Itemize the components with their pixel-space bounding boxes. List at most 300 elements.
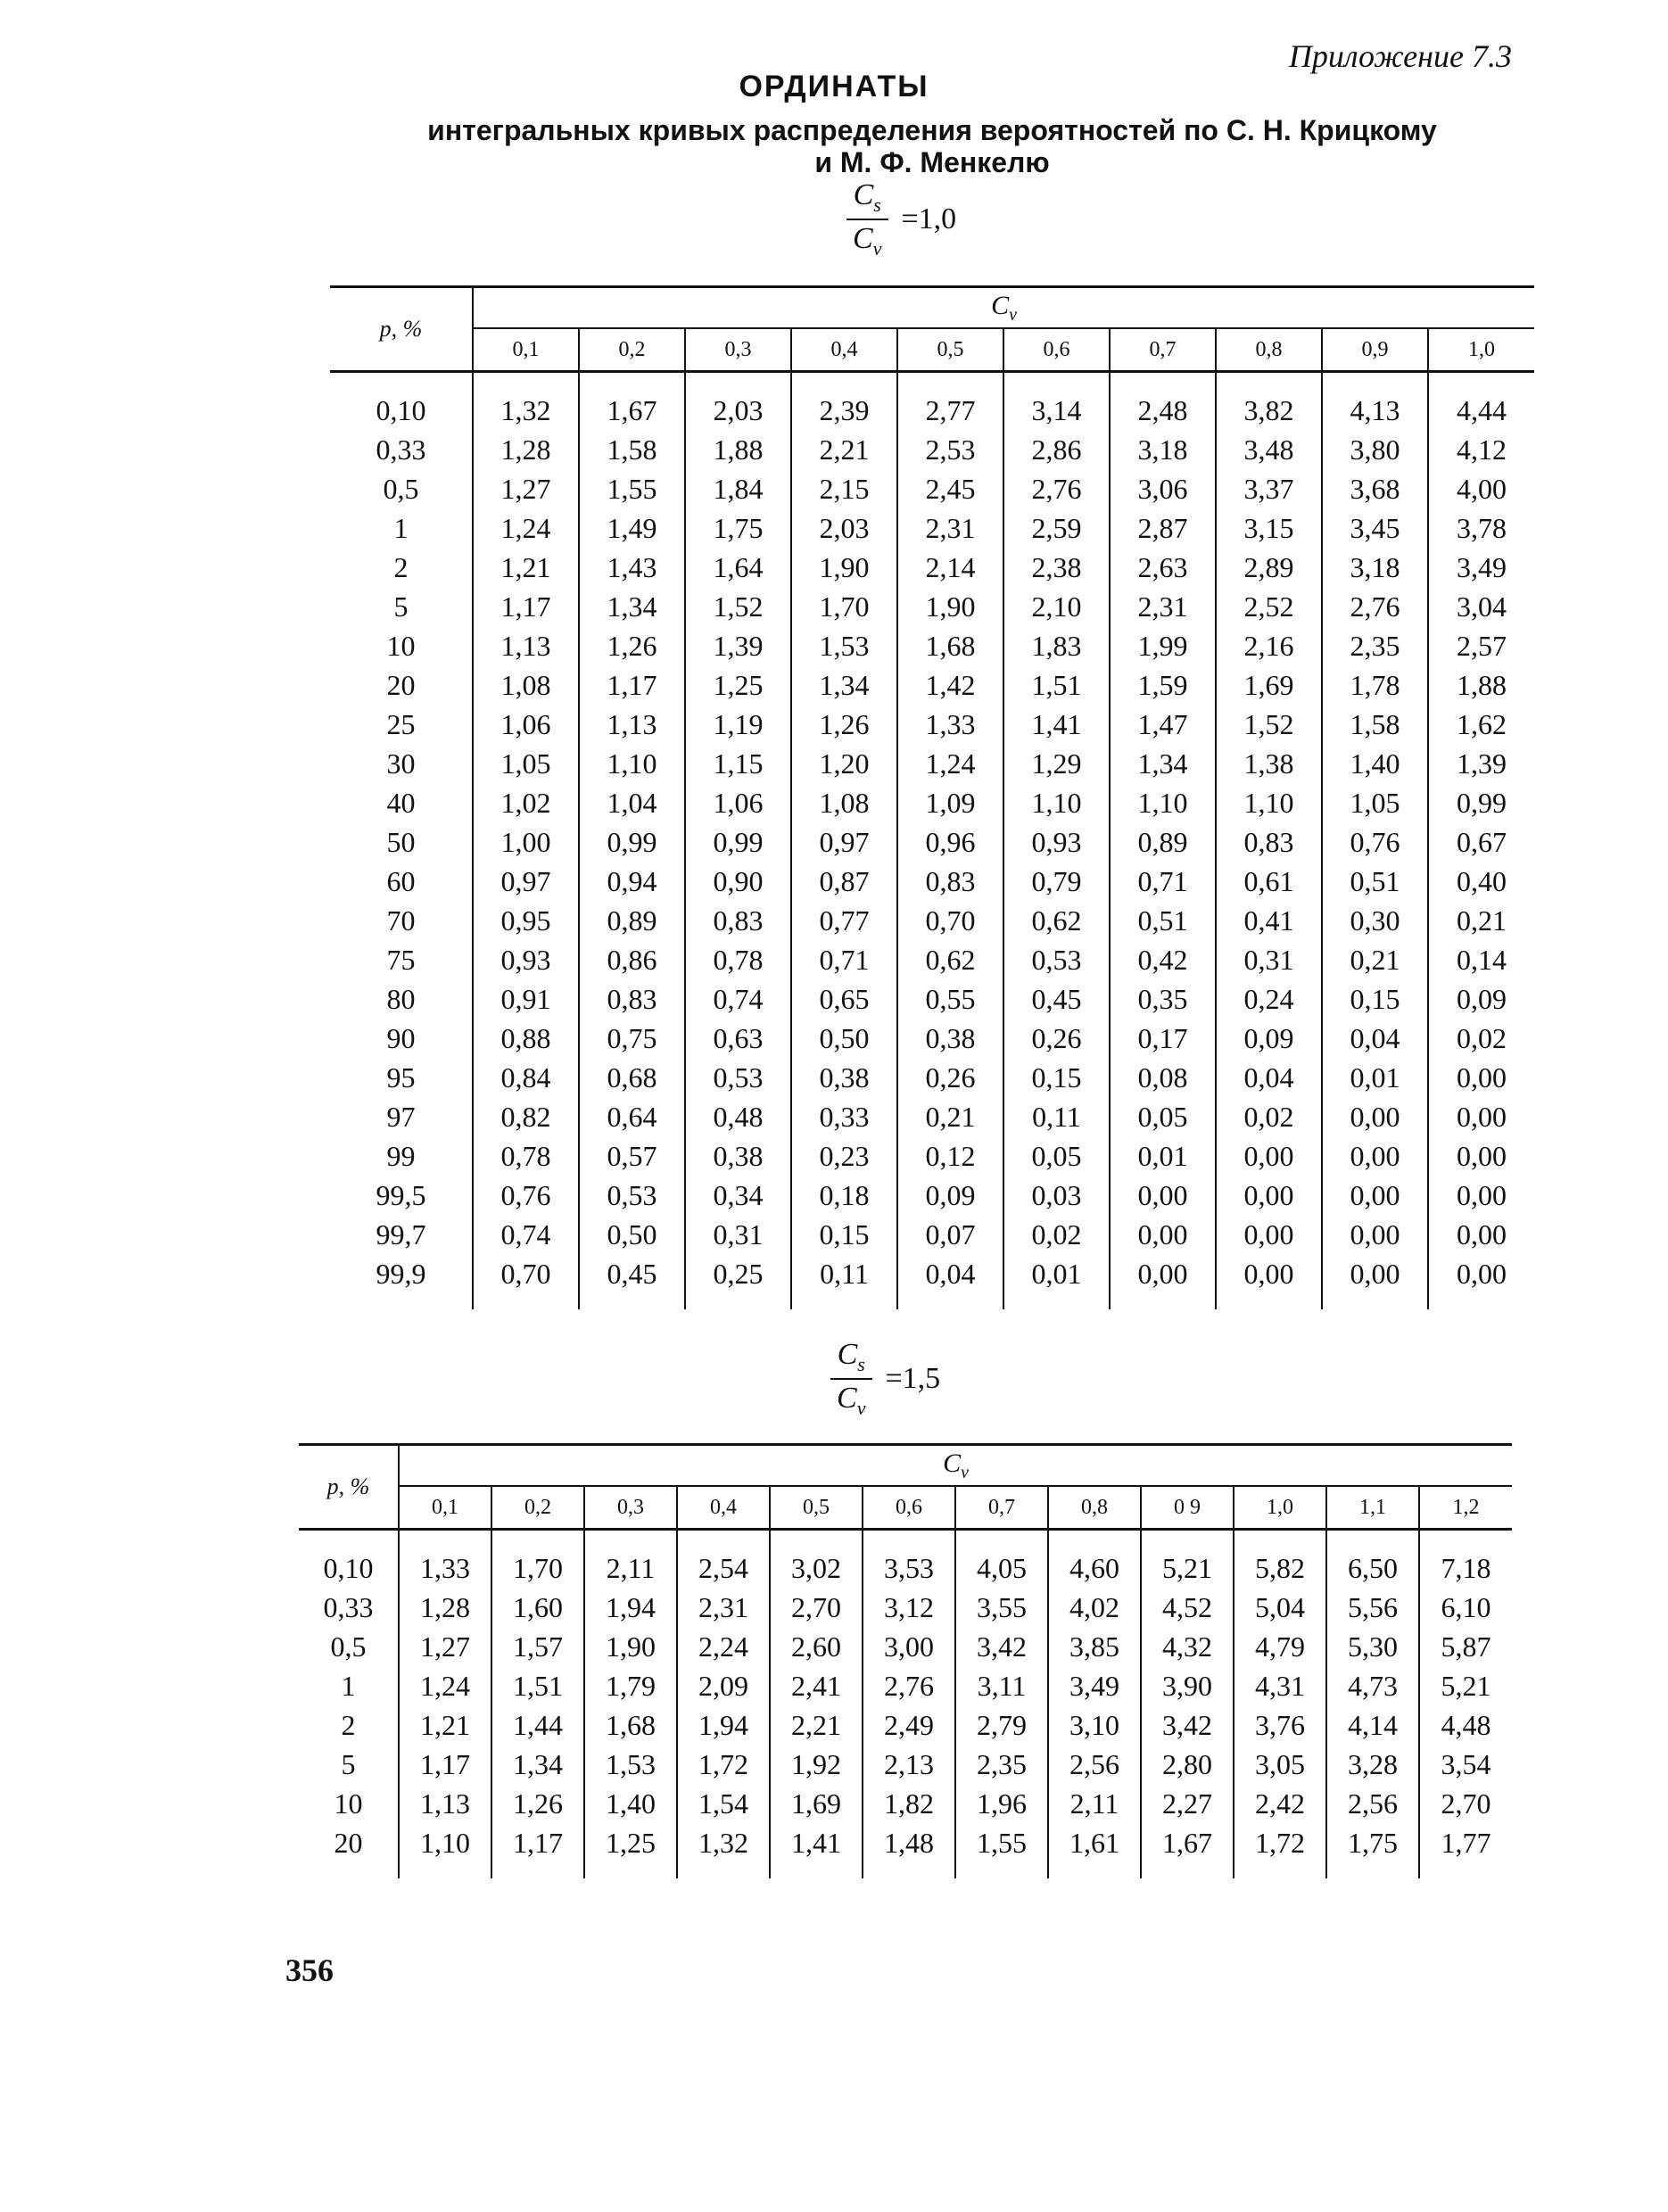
ordinate-cell: 0,50 (791, 1019, 897, 1058)
p-value-cell: 10 (334, 1787, 363, 1820)
ordinate-cell: 1,05 (473, 744, 579, 783)
ordinate-cell: 5,04 (1234, 1588, 1326, 1627)
cv-column-header: 0,1 (473, 328, 579, 372)
ordinate-cell: 4,05 (955, 1530, 1048, 1589)
table-row (299, 1784, 1512, 1823)
ordinate-cell: 1,53 (584, 1745, 677, 1784)
ordinate-cell: 6,50 (1326, 1530, 1419, 1589)
ordinate-cell: 0,62 (1003, 901, 1110, 940)
ordinate-cell: 1,67 (1141, 1823, 1234, 1878)
table-row (330, 1176, 1534, 1215)
ordinate-cell: 0,55 (897, 979, 1003, 1019)
ordinate-cell: 0,41 (1216, 901, 1322, 940)
ordinate-cell: 0,02 (1003, 1215, 1110, 1254)
ordinate-cell: 0,63 (685, 1019, 791, 1058)
table-row (330, 862, 1534, 901)
p-value-cell: 30 (386, 747, 416, 780)
ordinate-cell: 2,86 (1003, 430, 1110, 469)
ordinate-cell: 3,49 (1048, 1666, 1141, 1705)
p-value-cell: 99,9 (376, 1258, 426, 1290)
ordinate-cell: 3,18 (1322, 548, 1428, 587)
ordinate-cell: 1,72 (1234, 1823, 1326, 1878)
ordinate-cell: 0,00 (1110, 1215, 1216, 1254)
subtitle-line-1: интегральных кривых распределения вероятностей по С. Н. Крицкому (427, 114, 1437, 146)
ratio-formula-1 (846, 178, 956, 260)
ordinate-cell: 2,70 (770, 1588, 863, 1627)
ordinate-cell: 0,31 (685, 1215, 791, 1254)
ordinate-cell: 0,12 (897, 1136, 1003, 1176)
cv-column-header: 0,6 (1003, 328, 1110, 372)
cv-column-header: 0,7 (955, 1486, 1048, 1530)
p-value-cell: 5 (341, 1748, 356, 1780)
ordinate-cell: 0,75 (579, 1019, 685, 1058)
ordinate-cell: 1,77 (1419, 1823, 1512, 1878)
ordinate-cell: 4,52 (1141, 1588, 1234, 1627)
ordinate-cell: 1,78 (1322, 665, 1428, 705)
p-value-cell: 0,5 (330, 1630, 367, 1663)
ordinate-cell: 1,68 (897, 626, 1003, 665)
p-value-cell: 2 (393, 551, 409, 583)
ordinate-cell: 0,04 (897, 1254, 1003, 1309)
table-row (330, 1019, 1534, 1058)
p-value-cell: 25 (386, 708, 416, 740)
ordinate-cell: 0,61 (1216, 862, 1322, 901)
ordinate-cell: 0,03 (1003, 1176, 1110, 1215)
ordinate-cell: 2,80 (1141, 1745, 1234, 1784)
ordinate-cell: 2,39 (791, 372, 897, 431)
ordinate-cell: 0,95 (473, 901, 579, 940)
table-body (299, 1530, 1512, 1879)
ordinate-cell: 1,82 (863, 1784, 955, 1823)
ordinate-cell: 0,01 (1322, 1058, 1428, 1097)
ordinate-cell: 0,88 (473, 1019, 579, 1058)
ordinate-cell: 1,58 (579, 430, 685, 469)
ordinate-cell: 0,09 (897, 1176, 1003, 1215)
ordinate-cell: 0,99 (685, 822, 791, 862)
ordinate-cell: 2,42 (1234, 1784, 1326, 1823)
p-value-cell: 75 (386, 944, 416, 976)
ordinate-cell: 0,96 (897, 822, 1003, 862)
ordinate-cell: 3,85 (1048, 1627, 1141, 1666)
ordinate-cell: 0,09 (1216, 1019, 1322, 1058)
ordinate-cell: 0,86 (579, 940, 685, 979)
ordinate-cell: 0,26 (1003, 1019, 1110, 1058)
cv-column-header: 0,9 (1322, 328, 1428, 372)
ordinate-cell: 1,47 (1110, 705, 1216, 744)
table-row (330, 1136, 1534, 1176)
ordinate-cell: 1,39 (1428, 744, 1534, 783)
ordinate-cell: 0,48 (685, 1097, 791, 1136)
ordinate-cell: 1,20 (791, 744, 897, 783)
ordinate-cell: 0,00 (1322, 1097, 1428, 1136)
p-value-cell: 1 (393, 512, 409, 544)
ordinate-cell: 0,67 (1428, 822, 1534, 862)
ordinate-cell: 0,02 (1216, 1097, 1322, 1136)
table-row (330, 1254, 1534, 1309)
ordinate-cell: 1,02 (473, 783, 579, 822)
ordinate-cell: 0,31 (1216, 940, 1322, 979)
p-value-cell: 20 (386, 669, 416, 701)
ordinate-cell: 1,69 (770, 1784, 863, 1823)
ordinate-cell: 1,64 (685, 548, 791, 587)
ordinate-cell: 2,14 (897, 548, 1003, 587)
ordinate-cell: 3,82 (1216, 372, 1322, 431)
ordinate-cell: 1,15 (685, 744, 791, 783)
p-value-cell: 80 (386, 983, 416, 1015)
ordinate-cell: 3,06 (1110, 469, 1216, 508)
ordinate-cell: 0,25 (685, 1254, 791, 1309)
ordinate-cell: 1,13 (579, 705, 685, 744)
ordinate-cell: 1,26 (579, 626, 685, 665)
ordinate-cell: 1,92 (770, 1745, 863, 1784)
cv-column-header: 1,0 (1234, 1486, 1326, 1530)
ordinate-cell: 0,53 (685, 1058, 791, 1097)
cv-column-header: 0 9 (1141, 1486, 1234, 1530)
ordinate-cell: 3,04 (1428, 587, 1534, 626)
ordinate-cell: 0,57 (579, 1136, 685, 1176)
table-row (330, 1058, 1534, 1097)
ordinate-cell: 1,49 (579, 508, 685, 548)
ordinate-cell: 2,57 (1428, 626, 1534, 665)
ordinate-cell: 5,30 (1326, 1627, 1419, 1666)
ordinate-cell: 5,21 (1419, 1666, 1512, 1705)
ordinate-cell: 0,15 (1322, 979, 1428, 1019)
ordinate-cell: 4,44 (1428, 372, 1534, 431)
ordinate-cell: 1,34 (791, 665, 897, 705)
ordinate-cell: 0,00 (1110, 1176, 1216, 1215)
ordinate-cell: 5,87 (1419, 1627, 1512, 1666)
ordinate-cell: 0,00 (1110, 1254, 1216, 1309)
ordinate-cell: 1,43 (579, 548, 685, 587)
ordinate-cell: 1,06 (473, 705, 579, 744)
ordinate-cell: 3,18 (1110, 430, 1216, 469)
ordinate-cell: 1,32 (473, 372, 579, 431)
p-value-cell: 99,5 (376, 1179, 426, 1211)
ordinate-cell: 0,51 (1322, 862, 1428, 901)
ordinate-cell: 1,39 (685, 626, 791, 665)
ordinate-cell: 0,00 (1216, 1136, 1322, 1176)
ordinate-cell: 1,51 (1003, 665, 1110, 705)
ordinate-cell: 0,89 (1110, 822, 1216, 862)
ordinate-cell: 1,99 (1110, 626, 1216, 665)
ordinate-cell: 3,11 (955, 1666, 1048, 1705)
p-value-cell: 0,5 (383, 473, 419, 505)
ordinate-cell: 0,71 (791, 940, 897, 979)
ordinate-cell: 0,00 (1428, 1058, 1534, 1097)
ordinate-cell: 0,00 (1428, 1215, 1534, 1254)
ordinates-table-2 (299, 1443, 1512, 1878)
ordinate-cell: 0,74 (473, 1215, 579, 1254)
ordinate-cell: 1,24 (897, 744, 1003, 783)
table-row (299, 1823, 1512, 1878)
ordinate-cell: 0,84 (473, 1058, 579, 1097)
ordinate-cell: 1,41 (1003, 705, 1110, 744)
ordinate-cell: 2,03 (685, 372, 791, 431)
ordinate-cell: 1,29 (1003, 744, 1110, 783)
ordinate-cell: 1,10 (1110, 783, 1216, 822)
ordinate-cell: 0,33 (791, 1097, 897, 1136)
ordinate-cell: 1,83 (1003, 626, 1110, 665)
ordinate-cell: 1,57 (491, 1627, 584, 1666)
cv-column-header: 0,4 (677, 1486, 770, 1530)
ordinate-cell: 1,09 (897, 783, 1003, 822)
ordinate-cell: 0,00 (1428, 1254, 1534, 1309)
ordinate-cell: 4,32 (1141, 1627, 1234, 1666)
ordinate-cell: 1,25 (685, 665, 791, 705)
ordinate-cell: 4,31 (1234, 1666, 1326, 1705)
ordinate-cell: 3,42 (955, 1627, 1048, 1666)
ordinate-cell: 0,83 (685, 901, 791, 940)
table-row (299, 1745, 1512, 1784)
table-row (330, 587, 1534, 626)
ordinate-cell: 3,15 (1216, 508, 1322, 548)
cv-column-header: 1,1 (1326, 1486, 1419, 1530)
ordinate-cell: 1,34 (579, 587, 685, 626)
ordinate-cell: 1,24 (473, 508, 579, 548)
ordinate-cell: 1,41 (770, 1823, 863, 1878)
ordinate-cell: 0,23 (791, 1136, 897, 1176)
cv-column-header: 0,2 (579, 328, 685, 372)
ordinate-cell: 0,78 (685, 940, 791, 979)
ordinate-cell: 3,48 (1216, 430, 1322, 469)
p-value-cell: 99,7 (376, 1218, 426, 1250)
ordinate-cell: 2,38 (1003, 548, 1110, 587)
ordinate-cell: 3,42 (1141, 1705, 1234, 1745)
ordinate-cell: 2,56 (1048, 1745, 1141, 1784)
ordinate-cell: 0,38 (791, 1058, 897, 1097)
ordinate-cell: 1,38 (1216, 744, 1322, 783)
ordinate-cell: 0,74 (685, 979, 791, 1019)
ordinate-cell: 1,90 (584, 1627, 677, 1666)
ordinate-cell: 2,31 (677, 1588, 770, 1627)
ordinate-cell: 1,94 (584, 1588, 677, 1627)
ordinate-cell: 2,11 (584, 1530, 677, 1589)
formula-value: =1,5 (885, 1361, 941, 1395)
p-value-cell: 1 (341, 1670, 356, 1702)
ordinate-cell: 0,76 (473, 1176, 579, 1215)
ordinate-cell: 0,65 (791, 979, 897, 1019)
ordinate-cell: 1,42 (897, 665, 1003, 705)
ordinate-cell: 4,02 (1048, 1588, 1141, 1627)
table-row (330, 665, 1534, 705)
ordinate-cell: 0,76 (1322, 822, 1428, 862)
ordinate-cell: 0,00 (1322, 1254, 1428, 1309)
ordinate-cell: 4,48 (1419, 1705, 1512, 1745)
ordinate-cell: 2,16 (1216, 626, 1322, 665)
p-value-cell: 40 (386, 787, 416, 819)
ordinate-cell: 1,08 (473, 665, 579, 705)
table-row (330, 469, 1534, 508)
ordinate-cell: 1,28 (473, 430, 579, 469)
ordinate-cell: 1,51 (491, 1666, 584, 1705)
ordinate-cell: 0,17 (1110, 1019, 1216, 1058)
ordinate-cell: 0,38 (685, 1136, 791, 1176)
ordinate-cell: 0,00 (1428, 1097, 1534, 1136)
ordinate-cell: 3,90 (1141, 1666, 1234, 1705)
p-value-cell: 2 (341, 1709, 356, 1741)
ordinate-cell: 1,28 (399, 1588, 491, 1627)
ordinate-cell: 0,11 (1003, 1097, 1110, 1136)
ordinate-cell: 1,75 (1326, 1823, 1419, 1878)
table-row (330, 979, 1534, 1019)
ordinate-cell: 0,42 (1110, 940, 1216, 979)
ordinate-cell: 1,05 (1322, 783, 1428, 822)
cv-column-header: 1,0 (1428, 328, 1534, 372)
ordinate-cell: 1,27 (399, 1627, 491, 1666)
ordinate-cell: 0,91 (473, 979, 579, 1019)
ordinate-cell: 4,73 (1326, 1666, 1419, 1705)
ordinate-cell: 2,15 (791, 469, 897, 508)
ordinate-cell: 5,56 (1326, 1588, 1419, 1627)
ordinate-cell: 0,97 (473, 862, 579, 901)
ordinate-cell: 3,37 (1216, 469, 1322, 508)
ordinate-cell: 1,26 (791, 705, 897, 744)
ordinate-cell: 5,82 (1234, 1530, 1326, 1589)
ordinate-cell: 1,33 (399, 1530, 491, 1589)
ordinate-cell: 3,76 (1234, 1705, 1326, 1745)
ordinate-cell: 2,35 (955, 1745, 1048, 1784)
ordinate-cell: 0,45 (1003, 979, 1110, 1019)
ordinate-cell: 0,97 (791, 822, 897, 862)
ordinate-cell: 2,87 (1110, 508, 1216, 548)
p-value-cell: 90 (386, 1022, 416, 1054)
ordinate-cell: 0,78 (473, 1136, 579, 1176)
page-number: 356 (285, 1952, 334, 1988)
ordinate-cell: 1,52 (1216, 705, 1322, 744)
cv-column-header: 0,6 (863, 1486, 955, 1530)
page-title: ОРДИНАТЫ (739, 70, 929, 103)
ordinate-cell: 2,35 (1322, 626, 1428, 665)
p-value-cell: 97 (386, 1101, 416, 1133)
ordinate-cell: 0,01 (1003, 1254, 1110, 1309)
ordinates-table-1 (330, 285, 1534, 1309)
ordinate-cell: 1,70 (491, 1530, 584, 1589)
ordinate-cell: 2,76 (1003, 469, 1110, 508)
p-value-cell: 70 (386, 904, 416, 937)
p-value-cell: 0,33 (323, 1591, 374, 1623)
ordinate-cell: 0,35 (1110, 979, 1216, 1019)
ordinate-cell: 2,49 (863, 1705, 955, 1745)
cv-column-header: 0,1 (399, 1486, 491, 1530)
ordinate-cell: 4,79 (1234, 1627, 1326, 1666)
ordinate-cell: 5,21 (1141, 1530, 1234, 1589)
ordinate-cell: 2,53 (897, 430, 1003, 469)
page-subtitle (384, 114, 1481, 178)
ordinate-cell: 1,17 (399, 1745, 491, 1784)
table-row (330, 783, 1534, 822)
ordinate-cell: 2,21 (770, 1705, 863, 1745)
ordinate-cell: 0,14 (1428, 940, 1534, 979)
ordinate-cell: 2,09 (677, 1666, 770, 1705)
ordinate-cell: 0,21 (1322, 940, 1428, 979)
ordinate-cell: 0,04 (1216, 1058, 1322, 1097)
ordinate-cell: 0,00 (1322, 1215, 1428, 1254)
ordinate-cell: 3,78 (1428, 508, 1534, 548)
ordinate-cell: 1,61 (1048, 1823, 1141, 1878)
ordinate-cell: 2,60 (770, 1627, 863, 1666)
table-row (330, 705, 1534, 744)
ordinate-cell: 1,21 (473, 548, 579, 587)
ordinate-cell: 0,00 (1216, 1215, 1322, 1254)
ordinate-cell: 3,45 (1322, 508, 1428, 548)
ordinate-cell: 3,54 (1419, 1745, 1512, 1784)
ordinate-cell: 1,55 (579, 469, 685, 508)
cv-column-header: 1,2 (1419, 1486, 1512, 1530)
ordinate-cell: 3,05 (1234, 1745, 1326, 1784)
ordinate-cell: 1,10 (1003, 783, 1110, 822)
p-value-cell: 95 (386, 1061, 416, 1094)
ordinate-cell: 0,83 (579, 979, 685, 1019)
ordinate-cell: 0,83 (897, 862, 1003, 901)
ordinate-cell: 1,59 (1110, 665, 1216, 705)
p-value-cell: 50 (386, 826, 416, 858)
ordinate-cell: 0,00 (1322, 1176, 1428, 1215)
ordinate-cell: 2,76 (1322, 587, 1428, 626)
ordinate-cell: 0,00 (1428, 1176, 1534, 1215)
ordinate-cell: 0,79 (1003, 862, 1110, 901)
cv-column-header: 0,8 (1048, 1486, 1141, 1530)
p-value-cell: 0,10 (323, 1552, 374, 1584)
ordinate-cell: 1,17 (491, 1823, 584, 1878)
ordinate-cell: 3,10 (1048, 1705, 1141, 1745)
ordinate-cell: 2,10 (1003, 587, 1110, 626)
cv-column-header: 0,5 (770, 1486, 863, 1530)
ordinate-cell: 0,30 (1322, 901, 1428, 940)
ordinate-cell: 3,80 (1322, 430, 1428, 469)
ordinate-cell: 0,68 (579, 1058, 685, 1097)
ordinate-cell: 2,21 (791, 430, 897, 469)
ordinate-cell: 2,63 (1110, 548, 1216, 587)
table-row (299, 1666, 1512, 1705)
table-row (330, 901, 1534, 940)
ordinate-cell: 0,51 (1110, 901, 1216, 940)
ordinate-cell: 3,68 (1322, 469, 1428, 508)
ordinate-cell: 2,13 (863, 1745, 955, 1784)
ordinate-cell: 1,10 (1216, 783, 1322, 822)
ordinate-cell: 3,49 (1428, 548, 1534, 587)
ordinate-cell: 1,44 (491, 1705, 584, 1745)
ordinate-cell: 1,34 (491, 1745, 584, 1784)
ordinate-cell: 0,89 (579, 901, 685, 940)
p-value-cell: 10 (386, 630, 416, 662)
ordinate-cell: 1,94 (677, 1705, 770, 1745)
ordinate-cell: 2,45 (897, 469, 1003, 508)
ordinate-cell: 0,71 (1110, 862, 1216, 901)
ordinate-cell: 0,00 (1216, 1176, 1322, 1215)
cv-header: $C_v$ (473, 287, 1534, 329)
table-row (330, 372, 1534, 431)
ordinate-cell: 2,79 (955, 1705, 1048, 1745)
ordinate-cell: 0,26 (897, 1058, 1003, 1097)
ordinate-cell: 4,13 (1322, 372, 1428, 431)
ordinate-cell: 2,24 (677, 1627, 770, 1666)
ordinate-cell: 1,17 (579, 665, 685, 705)
ordinate-cell: 0,99 (579, 822, 685, 862)
table-row (330, 1097, 1534, 1136)
ordinate-cell: 3,55 (955, 1588, 1048, 1627)
ordinate-cell: 0,83 (1216, 822, 1322, 862)
cv-column-header: 0,3 (685, 328, 791, 372)
ordinate-cell: 1,00 (473, 822, 579, 862)
ordinate-cell: 0,05 (1003, 1136, 1110, 1176)
table-row (299, 1627, 1512, 1666)
cv-header: $C_v$ (399, 1445, 1512, 1487)
ordinate-cell: 1,90 (897, 587, 1003, 626)
ordinate-cell: 1,08 (791, 783, 897, 822)
ordinate-cell: 2,59 (1003, 508, 1110, 548)
table-body (330, 372, 1534, 1310)
ordinate-cell: 1,33 (897, 705, 1003, 744)
